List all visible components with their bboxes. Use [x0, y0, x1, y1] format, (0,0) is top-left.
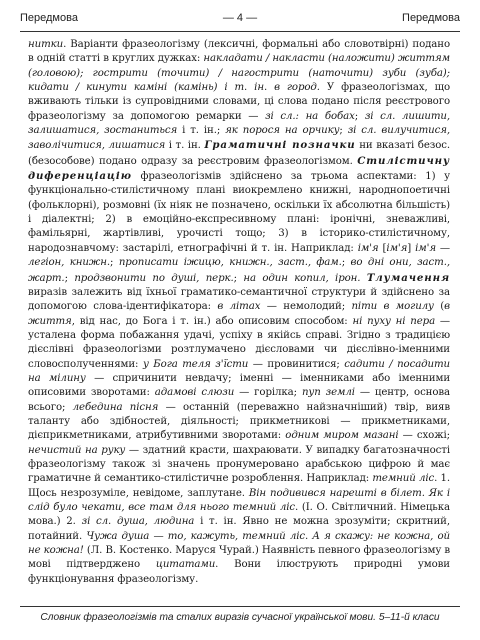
- text-run: адамові слюзи: [154, 387, 235, 399]
- text-run: ;: [341, 257, 351, 269]
- text-run: садити / посадити на мілину: [28, 358, 451, 384]
- text-run: — горілка;: [234, 387, 302, 399]
- text-run: ім'я: [386, 242, 408, 254]
- page-number: — 4 —: [222, 12, 258, 24]
- text-run: продзвонити по душі, перк.: [74, 272, 234, 284]
- text-run: ни вказаті безос. (безособове) подано одразу за реєстровим фразеологізмом.: [28, 140, 450, 167]
- footer-rule: [20, 606, 460, 607]
- text-run: нечистий на руку: [28, 444, 126, 456]
- text-run: зі сл. душа, людина: [81, 516, 195, 528]
- text-run: Він подивився нарешті в білет. Як і слід було чекати, все там для нього темний ліс.: [28, 487, 450, 513]
- text-run: в город.: [274, 82, 320, 94]
- text-run: і т. ін. Явно не можна зрозуміти; скритний, потайний.: [28, 516, 450, 542]
- text-run: . 1. Щось незрозуміле, невідоме, заплутане.: [28, 473, 451, 499]
- header-rule: [20, 31, 460, 32]
- text-run: , від нас, до Бога і т. ін.) або описовим способом:: [71, 315, 353, 327]
- text-run: — усталена форма побажання удачі, успіху в якійсь справі. Згідно з традицією дієслівні фразеологізми розтлумачено дієсловами чи дієслівно-іменними словосполученнями:: [28, 315, 451, 370]
- text-run: ;: [110, 257, 119, 269]
- text-run: — центр, основа всього;: [28, 387, 451, 413]
- text-run: піти в могилу: [351, 301, 434, 313]
- text-run: накладати / накласти (наложити) життям (головою); гострити (точити) / нагострити (наточити) зуби (зуба); кидати / кинути каміні (камінь) і т. ін.: [28, 53, 450, 94]
- text-run: . Вони ілюструють природні умови функціонування фразеологізму.: [28, 559, 450, 585]
- text-run: — останній (переважно найзначніший) твір, вияв таланту або здібностей, діяльності; прикметникові — прикметниками, дієприкметниками, атрибутивними зворотами:: [28, 401, 450, 442]
- text-run: — провинитися;: [248, 358, 345, 370]
- text-run: як порося на орчику: [225, 125, 340, 137]
- text-run: у Бога теля з'їсти: [142, 358, 249, 370]
- text-run: ;: [233, 272, 244, 284]
- text-run: на один копил, ірон.: [243, 272, 361, 284]
- header-right-title: Передмова: [402, 12, 460, 24]
- running-footer: Словник фразеологізмів та сталих виразів сучасної української мови. 5–11-й класи: [40, 612, 440, 623]
- text-run: ;: [339, 125, 348, 137]
- text-run: во дні они, заст., жарт.: [28, 257, 450, 284]
- text-run: — схожі;: [398, 430, 450, 442]
- text-run: (І. О. Світличний. Німецька мова.) 2.: [28, 502, 450, 528]
- text-run: лебедина пісня: [72, 401, 159, 413]
- text-run: виразів залежить від їхньої граматико-семантичної структури й здійснено за допомогою слова-ідентифікатора:: [28, 286, 450, 313]
- header-left-title: Передмова: [20, 12, 78, 24]
- text-run: зі сл. лишити, залишатися, зостаниться: [28, 110, 450, 137]
- text-run: У фразеологізмах, що вживають тільки із супровідними словами, ці слова подано після реєстрового фразеологізму за допомогою ремарки —: [28, 82, 451, 122]
- text-run: (: [433, 301, 445, 313]
- body-text: [28, 38, 450, 587]
- text-run: — спричинити невдачу; іменні — іменниками або іменними описовими зворотами:: [28, 372, 451, 399]
- text-run: в літах: [217, 301, 261, 313]
- text-run: . Варіанти фразеологізму (лексичні, формальні або словотвірні) подано в одній статті в круглих дужках:: [28, 39, 450, 65]
- text-run: [: [378, 242, 387, 254]
- text-run: — здатний красти, шахраювати. У випадку багатозначності фразеологізму також зі значень пронумеровано арабською цифрою й має граматичне й семантико-стилістичне розроблення. Наприклад:: [28, 444, 450, 485]
- text-run: ім'я — легіон, книжн.: [28, 242, 451, 269]
- text-run: (Л. В. Костенко. Маруся Чурай.) Наявність певного фразеологізму в мові підтверджено: [28, 545, 450, 571]
- text-run: і т. ін.;: [177, 125, 226, 137]
- text-run: одним миром мазані: [285, 430, 399, 442]
- text-run: цитатами: [155, 559, 216, 571]
- text-run: пуп землі: [301, 387, 355, 399]
- text-run: і т. ін.: [165, 140, 205, 152]
- text-run: Чужа душа — то, кажуть, темний ліс. А я скажу: не кожна, ой не кожна!: [28, 530, 450, 557]
- text-run: фразеологізмів здійснено за трьома аспектами: 1) у функціонально-стилістичному плані виокремлено книжні, народнопоетичні (фольклорні), розмовні (їх ніяк не позначено, оскільки їх абсолютна більшість) і діалектні; 2) в емоційно-експресивному плані: іронічні, зневажливі, фамільярні, жартівливі, урочисті тощо; 3) в історико-стилістичному, народознавчому: застарілі, етнографічні й т. ін. Наприклад:: [28, 171, 450, 254]
- text-run: — немолодий;: [260, 301, 352, 313]
- text-run: зі сл.: на бобах: [265, 110, 355, 122]
- text-run: ;: [354, 110, 365, 122]
- text-run: нитки: [28, 39, 64, 50]
- running-header: [20, 12, 460, 28]
- text-run: в життя: [28, 301, 450, 327]
- section-term: Тлумачення: [366, 271, 450, 284]
- section-term: Граматичні позначки: [204, 139, 356, 152]
- text-run: зі сл. вилучитися, заволічитися, лишатися: [28, 125, 450, 152]
- text-run: темний ліс: [372, 473, 435, 485]
- text-run: ім'я: [357, 242, 379, 254]
- paragraph: [28, 38, 450, 587]
- text-run: ;: [64, 272, 75, 284]
- text-run: ]: [407, 242, 416, 254]
- text-run: прописати іжицю, книжн., заст., фам.: [118, 257, 342, 269]
- section-term: Стилістичну диференціацію: [28, 154, 450, 183]
- text-run: ні пуху ні пера: [352, 315, 436, 327]
